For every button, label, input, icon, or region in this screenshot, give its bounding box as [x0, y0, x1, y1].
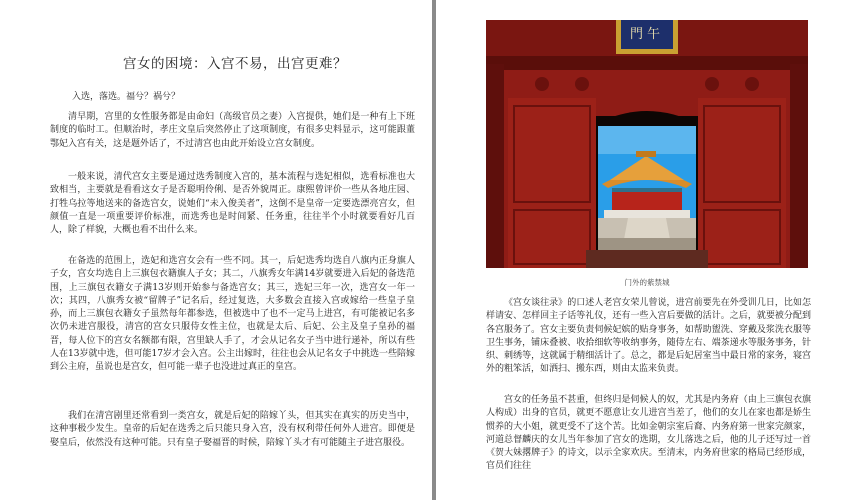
- gate-illustration: [486, 20, 808, 268]
- body-paragraph: 《宫女谈往录》的口述人老宫女荣儿曾说，进宫前要先在外受训几日，比如怎样请安、怎样回主子话等礼仪，还有一些入宫后要做的活计。之后，就要被分配到各宫服务了。宫女主要负责伺候妃嫔的贴身事务，如帮助盥洗、穿戴及浆洗衣服等卫生事务，铺床叠被、收拾细软等收纳事务，随侍左右、端茶递水等服务事务，针织、刺绣等，这就属于精细活计了。总之，都是后妃居室当中最日常的家务，寝宫外的粗笨活，如洒扫、搬东西，则由太监来负责。: [486, 298, 811, 375]
- photo-caption: 门外的紫禁城: [624, 278, 670, 287]
- body-paragraph: 宫女的任务虽不甚重，但终归是伺候人的奴，尤其是内务府（由上三旗包衣旗人构成）出身的官员，就更不愿意让女儿进宫当差了，他们的女儿在家也都是娇生惯养的大小姐，就更受不了这个苦。比如金朝宗室后裔、内务府第一世家完颜家，河道总督麟庆的女儿当年参加了宫女的选期，女儿落选之后，他的儿子还写过一首《贺大妹撂牌子》的诗文，以示全家欢庆。至清末，内务府世家的格局已经形成，官员们往往: [486, 395, 811, 472]
- gate-plaque-text: 門午: [629, 27, 664, 42]
- page-title: 宫女的困境：入宫不易，出宫更难？: [123, 56, 347, 72]
- forbidden-city-photo: [486, 20, 808, 268]
- body-paragraph: 在备选的范围上，选妃和选宫女会有一些不同。其一，后妃选秀均选自八旗内正身旗人子女，宫女均选自上三旗包衣籍旗人子女；其二，八旗秀女年满14岁就要进入后妃的备选范围，上三旗包衣籍女子满13岁则开始参与备选宫女；其三，选妃三年一次，选宫女一年一次；其四，八旗秀女被“留牌子”记名后，经过复选，大多数会直接入宫或嫁给一些皇子皇孙，而上三旗包衣籍女子虽然每年都参选，但被选中了也不一定马上进宫，有可能被记名多次仍未进宫服役，清宫的宫女只服侍女性主位，也就是太后、后妃、公主及皇子皇孙的福晋，每人位下的宫女名额都有限，宫里缺人手了，才会从记名女子当中进行递补，所以有些人在13岁就中选，但可能17岁才会入宫。公主出嫁时，往往也会从记名女子中挑选一些陪嫁到公主府，虽说也是宫女，但可能一辈子也没进过真正的皇宫。: [50, 256, 415, 373]
- left-page: [0, 0, 432, 500]
- body-paragraph: 一般来说，清代宫女主要是通过选秀制度入宫的，基本流程与选妃相似，选看标准也大致相当，主要就是看看这女子是否聪明伶俐、是否外貌周正。康熙曾评价一些从各地庄园、打牲乌拉等地送来的备选宫女，说她们“未入俊美者”，这倒不是皇帝一定要选漂亮宫女，但颜值一直是一项重要评价标准，而选秀也是时间紧、任务重，往往半个小时就要看好几百人，除了样貌，大概也看不出什么来。: [50, 172, 415, 236]
- subtitle-paragraph: 入选，落选。福兮？祸兮？: [72, 92, 181, 102]
- body-paragraph: 我们在清宫剧里还常看到一类宫女，就是后妃的陪嫁丫头，但其实在真实的历史当中，这种事极少发生。皇帝的后妃在选秀之后只能只身入宫，没有权利带任何外人进宫。即便是娶皇后，依然没有这种可能。只有皇子娶福晋的时候，陪嫁丫头才有可能随主子进宫服役。: [50, 411, 415, 448]
- body-paragraph: 清早期，宫里的女性服务都是由命妇（高级官员之妻）入宫提供，她们是一种有上下班制度的临时工。但顺治时，孝庄文皇后突然停止了这项制度，有很多史料显示，这可能跟董鄂妃入宫有关，这是题外话了，不过清宫也由此开始设立宫女制度。: [50, 112, 415, 149]
- right-page: [436, 0, 868, 500]
